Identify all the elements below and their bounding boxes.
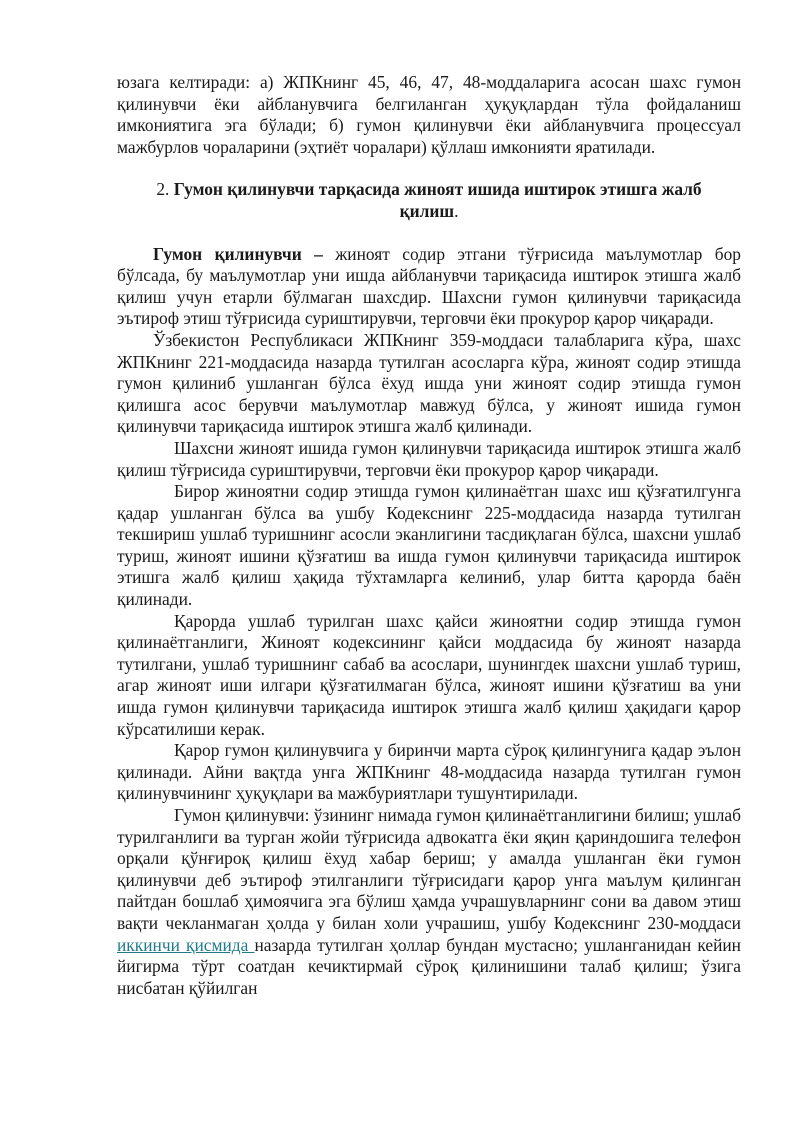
section-heading — [117, 179, 741, 222]
section-title: Гумон қилинувчи тарқасида жиноят ишида иштирок этишга жалб қилиш — [173, 179, 702, 221]
definition-text: жиноят содир этгани тўғрисида маълумотлар бор бўлсада, бу маълумотлар уни ишда айбланувчи тариқасида иштирок этишга жалб қилиш учун етарли бўлмаган шахсдир. Шахсни гумон қилинувчи тариқасида эътироф этиш тўғрисида суриштирувчи, терговчи ёки прокурор қарор чиқаради. — [117, 243, 742, 329]
paragraph-decision: Шахсни жиноят ишида гумон қилинувчи тариқасида иштирок этишга жалб қилиш тўғрисида суриштирувчи, терговчи ёки прокурор қарор чиқаради. — [117, 437, 741, 480]
rights-text-after: назарда тутилган ҳоллар бундан мустасно; ушланганидан кейин йигирма тўрт соатдан кечиктирмай сўроқ қилинишини талаб қилиш; ўзига нисбатан қўйилган — [117, 934, 741, 998]
paragraph-continuation: юзага келтиради: а) ЖПКнинг 45, 46, 47, 48-моддаларига асосан шахс гумон қилинувчи ёки айбланувчига белгиланган ҳуқуқлардан тўла фойдаланиш имкониятига эга бўлади; б) гумон қилинувчи ёки айбланувчига процессуал мажбурлов чораларини (эҳтиёт чоралари) қўллаш имконияти яратилади. — [117, 72, 741, 157]
defined-term: Гумон қилинувчи – — [153, 243, 323, 264]
section-number: 2. — [156, 179, 174, 200]
paragraph-announcement: Қарор гумон қилинувчига у биринчи марта сўроқ қилингунига қадар эълон қилинади. Айни вақтда унга ЖПКнинг 48-моддасида назарда тутилган гумон қилинувчининг ҳуқуқлари ва мажбуриятлари тушунтирилади. — [117, 740, 741, 804]
article-part-link[interactable]: иккинчи қисмида — [117, 934, 255, 955]
paragraph-decision-content: Қарорда ушлаб турилган шахс қайси жиноятни содир этишда гумон қилинаётганлиги, Жиноят кодексининг қайси моддасида бу жиноят назарда тутилгани, ушлаб туришнинг сабаб ва асослари, шунингдек шахсни ушлаб туриш, агар жиноят иши илгари қўзғатилмаган бўлса, жиноят ишини қўзғатиш ва уни ишда гумон қилинувчи тариқасида иштирок этишга жалб қилиш ҳақидаги қарор кўрсатилиши керак. — [117, 610, 741, 739]
section-end: . — [454, 200, 459, 221]
paragraph-suspect-rights — [117, 805, 741, 999]
paragraph-article-359: Ўзбекистон Республикаси ЖПКнинг 359-моддаси талабларига кўра, шахс ЖПКнинг 221-моддасида назарда тутилган асосларга кўра, жиноят содир этишда гумон қилиниб ушланган бўлса ёхуд ишда уни жиноят содир этишда гумон қилишга асос берувчи маълумотлар мавжуд бўлса, у жиноят ишида гумон қилинувчи тариқасида иштирок этишга жалб қилинади. — [117, 329, 741, 437]
paragraph-definition — [117, 244, 741, 330]
rights-text-before: Гумон қилинувчи: ўзининг нимада гумон қилинаётганлигини билиш; ушлаб турилганлиги ва турган жойи тўғрисида адвокатга ёки яқин қариндошига телефон орқали қўнғироқ қилиш ёхуд хабар бериш; у амалда ушланган ёки гумон қилинувчи деб эътироф этилганлиги тўғрисидаги қарор унга маълум қилинган пайтдан бошлаб ҳимоячига эга бўлиш ҳамда учрашувларнинг сони ва давом этиш вақти чекланмаган ҳолда у билан холи учрашиш, ушбу Кодекснинг 230-моддаси — [117, 805, 741, 933]
document-page — [117, 72, 741, 999]
paragraph-detention: Бирор жиноятни содир этишда гумон қилинаётган шахс иш қўзғатилгунга қадар ушланган бўлса ва ушбу Кодекснинг 225-моддасида назарда тутилган текшириш ушлаб туришнинг асосли эканлигини тасдиқлаган бўлса, шахсни ушлаб туриш, жиноят ишини қўзғатиш ва ишда гумон қилинувчи тариқасида иштирок этишга жалб қилиш ҳақида тўхтамларга келиниб, улар битта қарорда баён қилинади. — [117, 481, 741, 610]
